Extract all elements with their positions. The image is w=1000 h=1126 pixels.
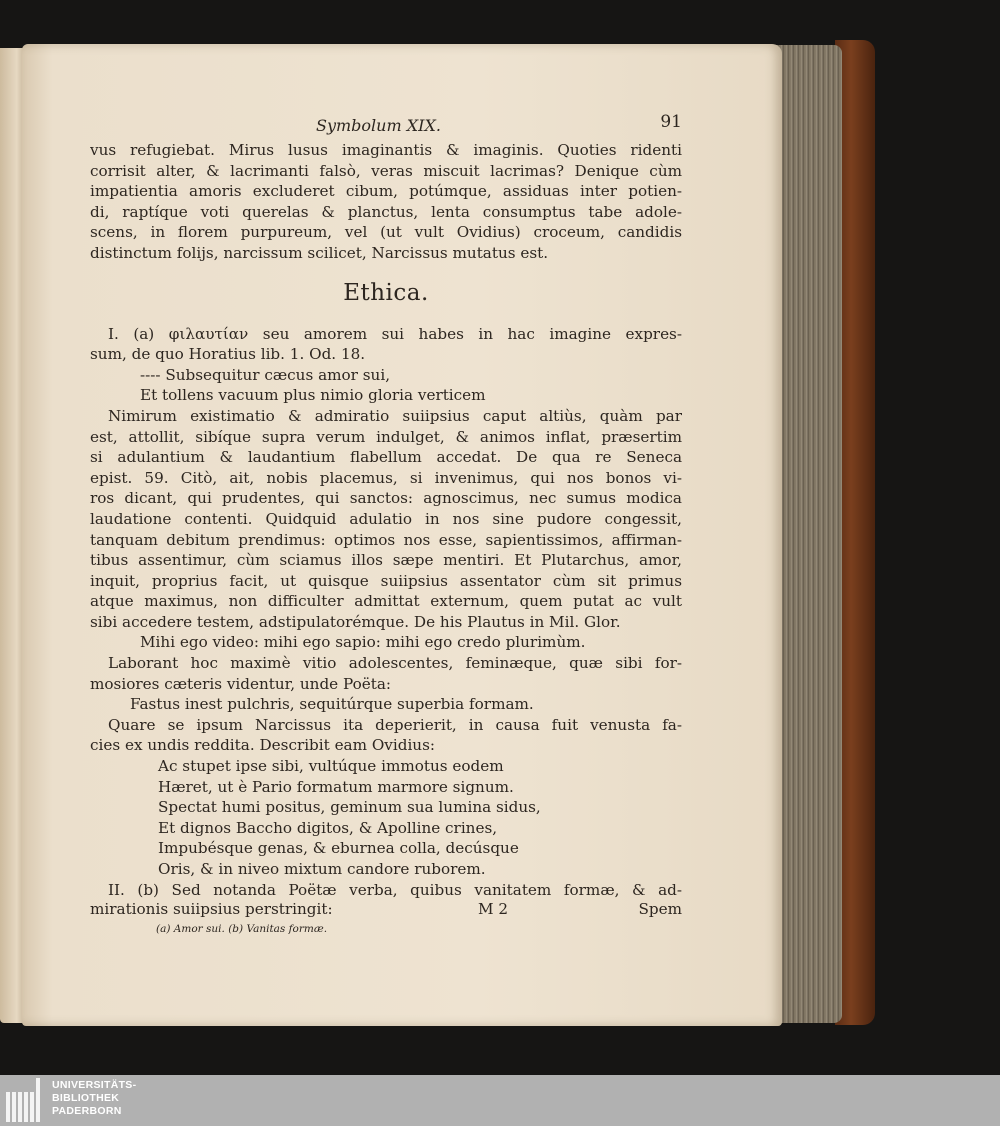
text-line: scens, in florem purpureum, vel (ut vult Ovidius) croceum, candidis xyxy=(90,223,682,242)
last-line-text: mirationis suiipsius perstringit: xyxy=(90,900,333,919)
verse-line: Ac stupet ipse sibi, vultúque immotus eodem xyxy=(158,757,504,776)
text-line: cies ex undis reddita. Describit eam Ovidius: xyxy=(90,736,436,755)
running-head-title: Symbolum XIX. xyxy=(316,116,441,135)
text-line: I. (a) φιλαυτίαν seu amorem sui habes in hac imagine expres- xyxy=(108,324,682,343)
library-logo-icon xyxy=(6,1078,46,1122)
text-line: sibi accedere testem, adstipulatorémque. De his Plautus in Mil. Glor. xyxy=(90,612,621,631)
text-line: Nimirum existimatio & admiratio suiipsius caput altiùs, quàm par xyxy=(108,406,682,425)
text-line: Quare se ipsum Narcissus ita deperierit, in causa fuit venusta fa- xyxy=(108,715,682,734)
verse-line: Spectat humi positus, geminum sua lumina sidus, xyxy=(158,798,541,817)
library-name-line2: BIBLIOTHEK xyxy=(52,1092,120,1104)
text-line: si adulantium & laudantium flabellum accedat. De qua re Seneca xyxy=(90,448,682,467)
signature-mark: M 2 xyxy=(478,900,509,919)
verse-line: Mihi ego video: mihi ego sapio: mihi ego credo plurimùm. xyxy=(140,633,586,652)
page-number: 91 xyxy=(660,112,682,132)
section-heading: Ethica. xyxy=(343,279,429,306)
verse-line: Impubésque genas, & eburnea colla, decúsque xyxy=(158,839,519,858)
verse-line: Hæret, ut è Pario formatum marmore signum. xyxy=(158,777,514,796)
library-footer-bar xyxy=(0,1075,1000,1126)
text-line: distinctum folijs, narcissum scilicet, Narcissus mutatus est. xyxy=(90,243,549,262)
verse-line: ---- Subsequitur cæcus amor sui, xyxy=(140,365,391,384)
text-line: mosiores cæteris videntur, unde Poëta: xyxy=(90,674,391,693)
library-name xyxy=(52,1079,136,1118)
running-head xyxy=(90,112,682,140)
text-line: est, attollit, sibíque supra verum indulget, & animos inflat, præsertim xyxy=(90,427,682,446)
text-line: sum, de quo Horatius lib. 1. Od. 18. xyxy=(90,345,366,364)
text-line: epist. 59. Citò, ait, nobis placemus, si invenimus, qui nos bonos vi- xyxy=(90,468,682,487)
last-line xyxy=(90,900,682,922)
text-line: ros dicant, qui prudentes, qui sanctos: agnoscimus, nec sumus modica xyxy=(90,489,682,508)
verse-line: Et tollens vacuum plus nimio gloria verticem xyxy=(140,386,486,405)
text-line: II. (b) Sed notanda Poëtæ verba, quibus vanitatem formæ, & ad- xyxy=(108,880,682,899)
verse-line: Et dignos Baccho digitos, & Apolline crines, xyxy=(158,818,498,837)
catchword: Spem xyxy=(638,900,682,919)
library-name-line1: UNIVERSITÄTS- xyxy=(52,1079,137,1091)
text-line: corrisit alter, & lacrimanti falsò, veras miscuit lacrimas? Denique cùm xyxy=(90,161,682,180)
page-text xyxy=(90,112,682,936)
footnote: (a) Amor sui. (b) Vanitas formæ. xyxy=(156,923,328,936)
text-line: atque maximus, non difficulter admittat externum, quem putat ac vult xyxy=(90,592,682,611)
verse-line: Fastus inest pulchris, sequitúrque superbia formam. xyxy=(130,695,534,714)
text-line: impatientia amoris excluderet cibum, potúmque, assiduas inter potien- xyxy=(90,182,682,201)
text-line: inquit, proprius facit, ut quisque suiipsius assentator cùm sit primus xyxy=(90,571,682,590)
text-line: Laborant hoc maximè vitio adolescentes, feminæque, quæ sibi for- xyxy=(108,654,682,673)
text-line: tibus assentimur, cùm sciamus illos sæpe mentiri. Et Plutarchus, amor, xyxy=(90,551,682,570)
verse-line: Oris, & in niveo mixtum candore ruborem. xyxy=(158,860,486,878)
library-name-line3: PADERBORN xyxy=(52,1105,122,1117)
text-line: tanquam debitum prendimus: optimos nos esse, sapientissimos, affirman- xyxy=(90,530,682,549)
text-line: vus refugiebat. Mirus lusus imaginantis & imaginis. Quoties ridenti xyxy=(90,141,682,159)
text-line: laudatione contenti. Quidquid adulatio in nos sine pudore congessit, xyxy=(90,509,682,528)
text-line: di, raptíque voti querelas & planctus, lenta consumptus tabe adole- xyxy=(90,202,682,221)
